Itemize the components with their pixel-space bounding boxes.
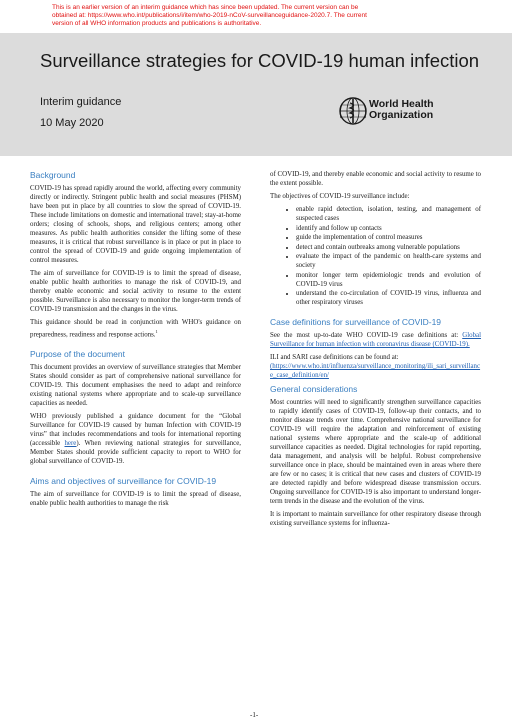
purpose-paragraph-2 bbox=[30, 412, 241, 466]
background-paragraph-3 bbox=[30, 318, 241, 339]
ili-sari-text: ILI and SARI case definitions can be found at: bbox=[270, 354, 399, 361]
who-logo bbox=[338, 96, 498, 126]
earlier-version-notice bbox=[52, 4, 472, 28]
footnote-marker: 1 bbox=[155, 329, 158, 334]
page-number: -1- bbox=[250, 711, 259, 719]
purpose-heading: Purpose of the document bbox=[30, 349, 125, 360]
purpose-paragraph-1: This document provides an overview of surveillance strategies that Member States should consider as part of comprehensive national surveillance for COVID-19. This document emphasises the need to adapt and reinforce existing national systems where appropriate and to scale-up surveillance capacities as needed. bbox=[30, 364, 241, 408]
objective-item: • evaluate the impact of the pandemic on health-care systems and society bbox=[296, 252, 481, 270]
document-title: Surveillance strategies for COVID-19 human infection bbox=[40, 50, 480, 71]
background-heading: Background bbox=[30, 170, 76, 180]
who-wordmark-line-2: Organization bbox=[369, 109, 434, 121]
objective-item: • identify and follow up contacts bbox=[296, 224, 481, 233]
objective-item: • detect and contain outbreaks among vulnerable populations bbox=[296, 243, 481, 252]
ili-sari-paragraph bbox=[270, 353, 481, 380]
objective-item: • guide the implementation of control measures bbox=[296, 233, 481, 242]
aims-paragraph-continued: of COVID-19, and thereby enable economic and social activity to resume to the extent possible. bbox=[270, 171, 481, 187]
notice-line-3: version of all WHO information products and publications is authoritative. bbox=[52, 20, 262, 27]
who-wordmark-line-1: World Health bbox=[369, 98, 434, 110]
objectives-list bbox=[270, 205, 481, 307]
objectives-intro: The objectives of COVID-19 surveillance include: bbox=[270, 193, 410, 200]
objective-item: • monitor longer term epidemiologic trends and evolution of COVID-19 virus bbox=[296, 271, 481, 289]
ili-sari-link[interactable]: (https://www.who.int/influenza/surveillance_monitoring/ili_sari_surveillance_case_definition/en/ bbox=[270, 363, 481, 379]
case-definitions-heading: Case definitions for surveillance of COVID-19 bbox=[270, 317, 442, 327]
objective-item: • understand the co-circulation of COVID-19 virus, influenza and other respiratory viruses bbox=[296, 289, 481, 307]
purpose-paragraph-2-end: ). When reviewing national strategies for surveillance, Member States should provide sufficient capacity to report to WHO for global surveillance of COVID-19. bbox=[30, 440, 242, 466]
objective-item: • enable rapid detection, isolation, testing, and management of suspected cases bbox=[296, 205, 481, 223]
left-column bbox=[30, 170, 241, 512]
background-paragraph-2: The aim of surveillance for COVID-19 is to limit the spread of disease, enable public health authorities to manage the risk of COVID-19, and thereby enable economic and social activity to resume to the extent possible. Surveillance is also necessary to monitor the longer-term trends of COVID-19 transmission and the changes in the virus. bbox=[30, 270, 241, 313]
document-subtitle: Interim guidance bbox=[40, 96, 122, 108]
notice-line-2: obtained at: https://www.who.int/publications/i/item/who-2019-nCoV-surveillanceguidance-2020.7. The current bbox=[52, 12, 367, 19]
right-column bbox=[270, 170, 481, 532]
general-paragraph-1: Most countries will need to significantly strengthen surveillance capacities to rapidly identify cases of COVID-19, follow-up their contacts, and to monitor disease trends over time. Comprehensive national surveillance for COVID-19 will require the adaptation and reinforcement of existing national systems where appropriate and the scale-up of additional surveillance capacities as needed. Digital technologies for rapid reporting, data management, and analysis will be helpful. Robust comprehensive surveillance once in place, should be maintained even in areas where there are few or no cases; it is critical that new cases and clusters of COVID-19 are detected rapidly and before widespread disease transmission occurs. Ongoing surveillance for COVID-19 is also important to understand longer-term trends in the disease and the evolution of the virus. bbox=[270, 399, 481, 505]
background-paragraph-3-text: This guidance should be read in conjunction with WHO's guidance on preparedness, readiness and response actions. bbox=[30, 319, 241, 339]
purpose-paragraph-2-start: WHO previously published a guidance document for the “Global Surveillance for COVID-19 caused by human Infection with COVID-19 virus” that includes recommendations and tools for international reporting (accessible bbox=[30, 413, 241, 448]
case-definitions-text: See the most up-to-date WHO COVID-19 case definitions at: bbox=[270, 332, 463, 339]
notice-line-1: This is an earlier version of an interim guidance which has since been updated. The current version can be bbox=[52, 4, 359, 11]
background-paragraph-1: COVID-19 has spread rapidly around the world, affecting every community directly or indirectly. Stringent public health and social measures (PHSM) have been put in place by all countries to slow the spread of COVID-19. These include limitations on domestic and international travel; stay-at-home orders; closing of schools, shops, and religious centers; among other measures. As public health authorities consider the lifting some of these measures, it is critical that robust surveillance is in place or put in place to control the spread of COVID-19 and guide ongoing implementation of control measures. bbox=[30, 185, 241, 264]
document-date: 10 May 2020 bbox=[40, 117, 104, 129]
who-wordmark bbox=[369, 99, 479, 121]
general-considerations-heading: General considerations bbox=[270, 384, 358, 394]
general-paragraph-2: It is important to maintain surveillance for other respiratory disease through existing surveillance systems for influenza- bbox=[270, 511, 481, 527]
case-definitions-paragraph bbox=[270, 331, 481, 349]
global-surveillance-here-link[interactable]: here bbox=[64, 440, 77, 448]
aims-heading: Aims and objectives of surveillance for COVID-19 bbox=[30, 476, 217, 487]
case-definitions-link[interactable]: Global Surveillance for human infection with coronavirus disease (COVID-19). bbox=[270, 332, 481, 348]
aims-paragraph-1: The aim of surveillance for COVID-19 is to limit the spread of disease, enable public health authorities to manage the risk bbox=[30, 491, 241, 508]
who-emblem-icon bbox=[338, 96, 368, 126]
